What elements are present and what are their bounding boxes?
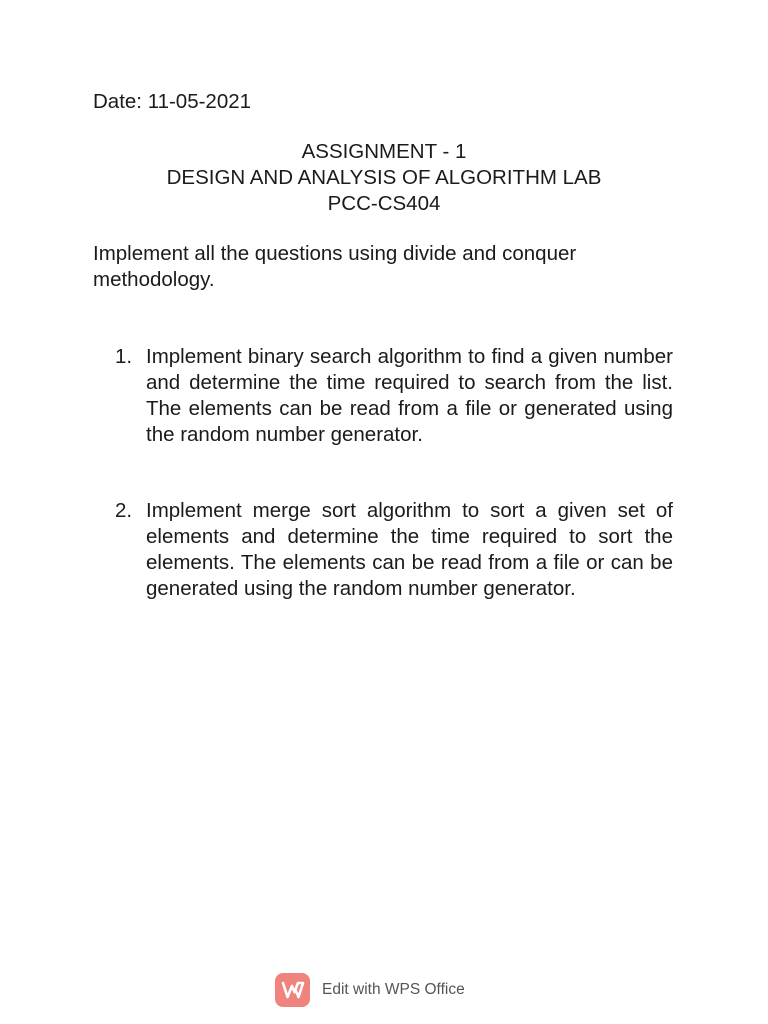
edit-with-wps-link[interactable]: Edit with WPS Office [322,981,465,998]
question-item [93,498,673,602]
course-code: PCC-CS404 [327,192,441,215]
course-title: DESIGN AND ANALYSIS OF ALGORITHM LAB [166,166,602,189]
instructions-paragraph: Implement all the questions using divide and conquer methodology. [93,242,577,291]
document-date: Date: 11-05-2021 [93,90,252,113]
question-item [93,344,673,448]
question-text: Implement merge sort algorithm to sort a given set of elements and determine the time required to sort the elements. The elements can be read from a file or can be generated using the random number generator. [146,499,673,600]
wps-edit-footer[interactable] [275,973,465,1007]
wps-office-logo-icon [275,973,310,1007]
w-glyph-icon [281,979,305,1001]
assignment-title: ASSIGNMENT - 1 [301,140,467,163]
question-text: Implement binary search algorithm to find a given number and determine the time required to search from the list. The elements can be read from a file or generated using the random number generator. [146,345,673,446]
question-number: 2. [115,499,133,522]
question-number: 1. [115,345,133,368]
document-heading [0,139,768,217]
